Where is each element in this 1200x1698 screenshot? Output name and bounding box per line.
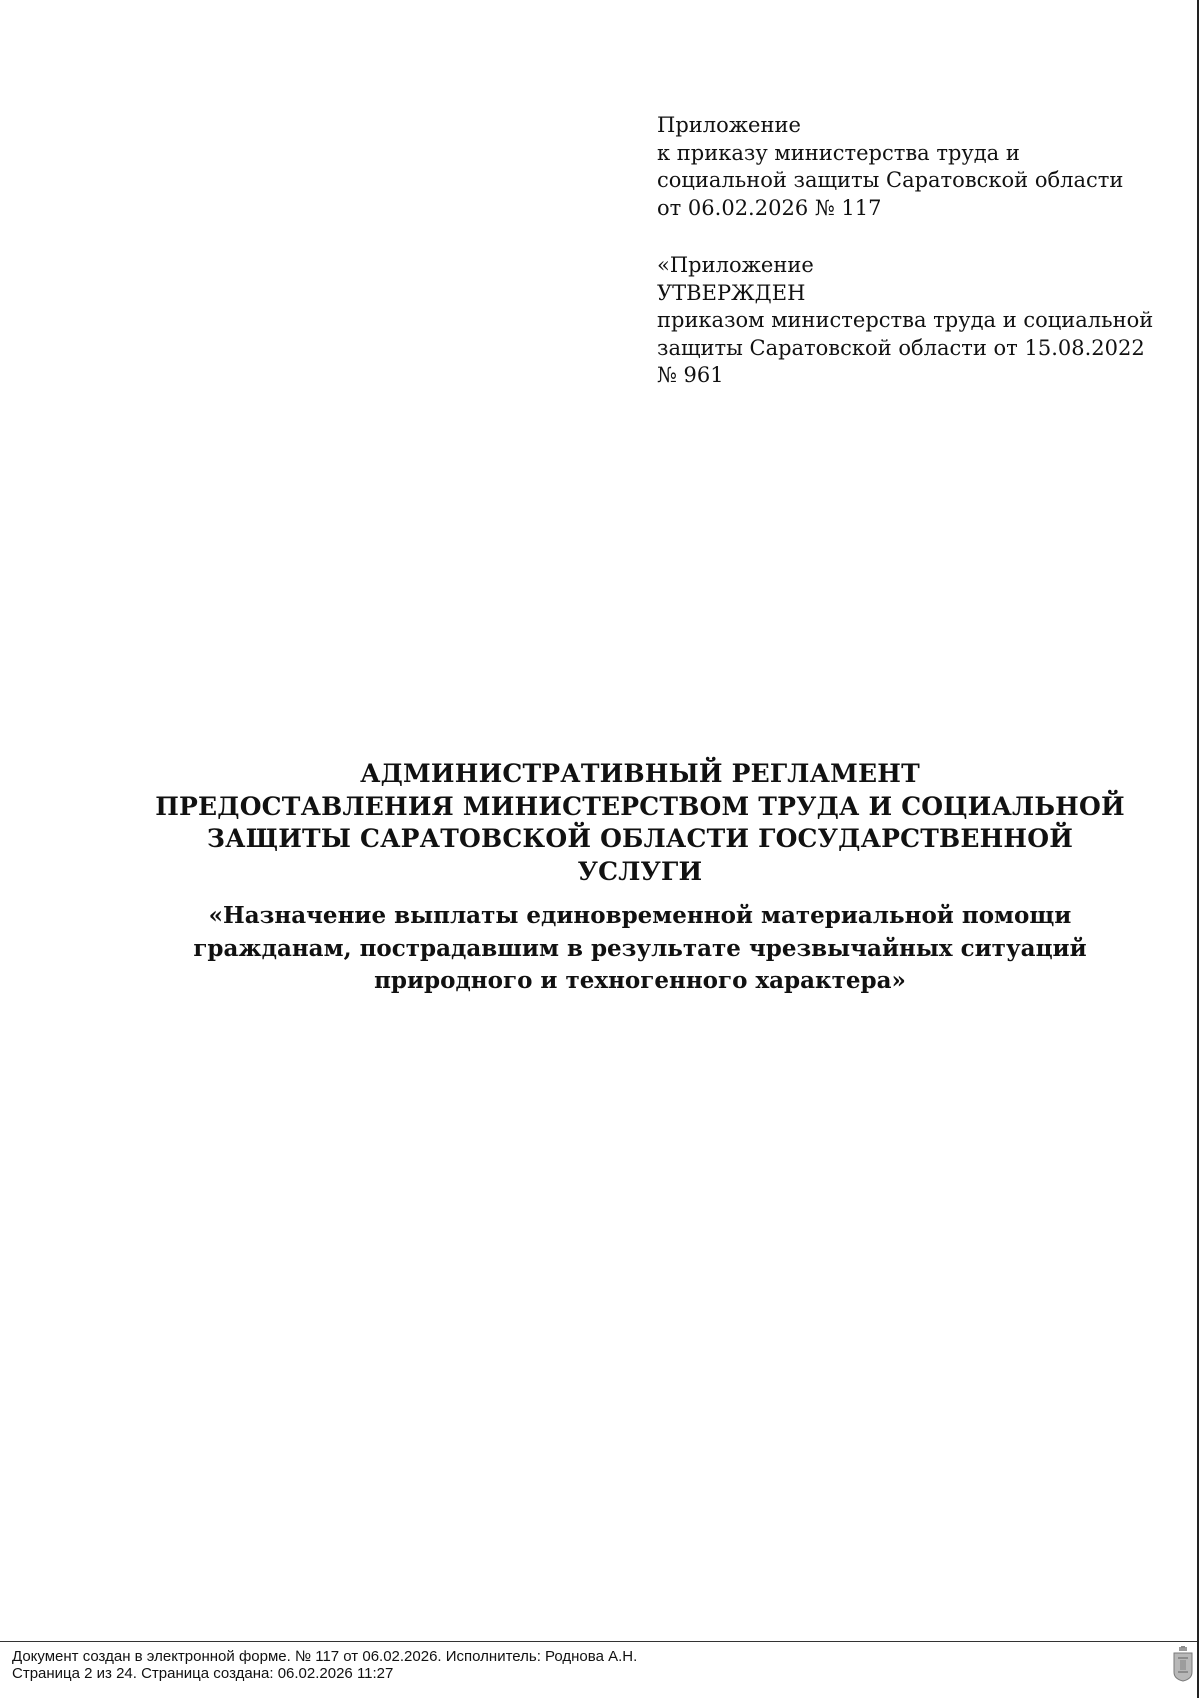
service-name xyxy=(140,900,1140,998)
approval-line: № 961 xyxy=(657,363,724,387)
title-line: УСЛУГИ xyxy=(577,856,703,886)
attachment-line: от 06.02.2026 № 117 xyxy=(657,195,882,220)
approval-note xyxy=(657,252,1154,390)
document-title xyxy=(140,758,1140,888)
approval-line: «Приложение xyxy=(657,253,814,277)
footer-page-info: Страница 2 из 24. Страница создана: 06.02.2026 11:27 xyxy=(12,1665,394,1682)
footer-info xyxy=(12,1648,637,1682)
footer-document-info: Документ создан в электронной форме. № 117 от 06.02.2026. Исполнитель: Роднова А.Н. xyxy=(12,1648,638,1665)
page-edge-rule xyxy=(1197,0,1199,1698)
title-line: ПРЕДОСТАВЛЕНИЯ МИНИСТЕРСТВОМ ТРУДА И СОЦИАЛЬНОЙ xyxy=(155,791,1125,821)
footer-divider xyxy=(0,1641,1197,1642)
subtitle-line: гражданам, пострадавшим в результате чрезвычайных ситуаций xyxy=(193,934,1087,962)
approval-line: УТВЕРЖДЕН xyxy=(657,280,806,305)
subtitle-line: «Назначение выплаты единовременной материальной помощи xyxy=(208,902,1072,929)
attachment-note xyxy=(657,112,1127,222)
title-line: АДМИНИСТРАТИВНЫЙ РЕГЛАМЕНТ xyxy=(360,759,920,788)
approval-line: приказом министерства труда и социальной xyxy=(657,308,1154,332)
attachment-line: к приказу министерства труда и xyxy=(657,140,1020,165)
subtitle-line: природного и техногенного характера» xyxy=(374,967,906,994)
coat-of-arms-icon xyxy=(1172,1646,1194,1682)
title-line: ЗАЩИТЫ САРАТОВСКОЙ ОБЛАСТИ ГОСУДАРСТВЕННОЙ xyxy=(206,824,1074,853)
attachment-line: социальной защиты Саратовской области xyxy=(657,168,1124,192)
attachment-line: Приложение xyxy=(657,113,801,137)
approval-line: защиты Саратовской области от 15.08.2022 xyxy=(657,335,1145,360)
